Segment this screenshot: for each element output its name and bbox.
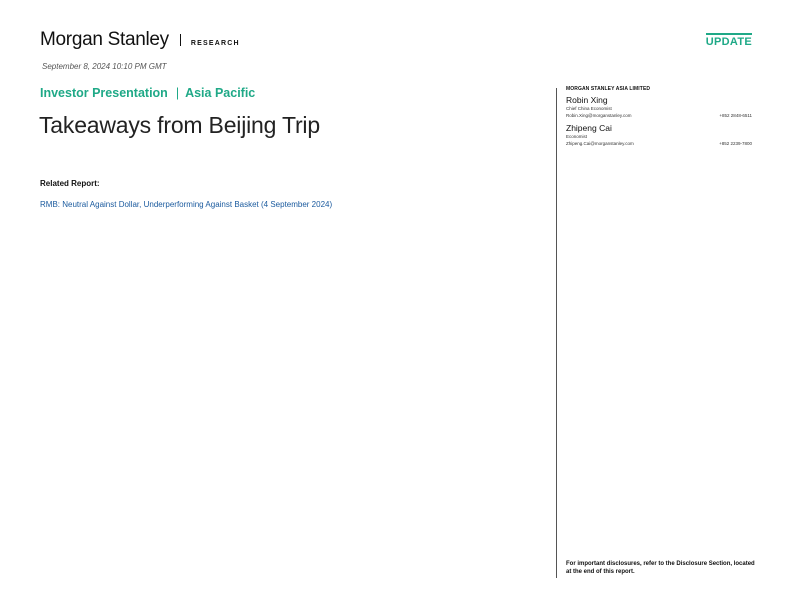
author-block xyxy=(566,95,752,118)
entity-name: MORGAN STANLEY ASIA LIMITED xyxy=(566,86,651,92)
author-role: Chief China Economist xyxy=(566,106,612,111)
section-label: RESEARCH xyxy=(190,40,240,47)
author-contact xyxy=(566,141,752,146)
author-email[interactable]: Zhipeng.Cai@morganstanley.com xyxy=(566,141,634,146)
author-name: Robin Xing xyxy=(566,95,608,105)
category-divider: | xyxy=(175,86,180,100)
category-label: Investor Presentation xyxy=(40,86,168,100)
report-title: Takeaways from Beijing Trip xyxy=(39,112,320,138)
header-divider xyxy=(180,34,181,46)
disclosure-note: For important disclosures, refer to the Disclosure Section, located at the end of this report. xyxy=(566,561,755,575)
author-email[interactable]: Robin.Xing@morganstanley.com xyxy=(566,113,632,118)
update-badge: UPDATE xyxy=(706,33,752,48)
sidebar-divider xyxy=(556,88,557,578)
authors-panel xyxy=(566,86,752,151)
author-phone: +852 2848-6511 xyxy=(719,113,752,118)
related-report-label: Related Report: xyxy=(40,179,100,188)
report-header xyxy=(40,29,240,51)
author-name: Zhipeng Cai xyxy=(566,123,612,133)
report-date: September 8, 2024 10:10 PM GMT xyxy=(42,62,167,71)
author-phone: +852 2239-7800 xyxy=(719,141,752,146)
author-role: Economist xyxy=(566,134,588,139)
author-contact xyxy=(566,113,752,118)
brand-logo: Morgan Stanley xyxy=(40,29,169,50)
related-report-link[interactable]: RMB: Neutral Against Dollar, Underperforming Against Basket (4 September 2024) xyxy=(40,200,333,209)
region-label: Asia Pacific xyxy=(185,86,256,100)
author-block xyxy=(566,123,752,146)
report-category xyxy=(40,86,255,100)
